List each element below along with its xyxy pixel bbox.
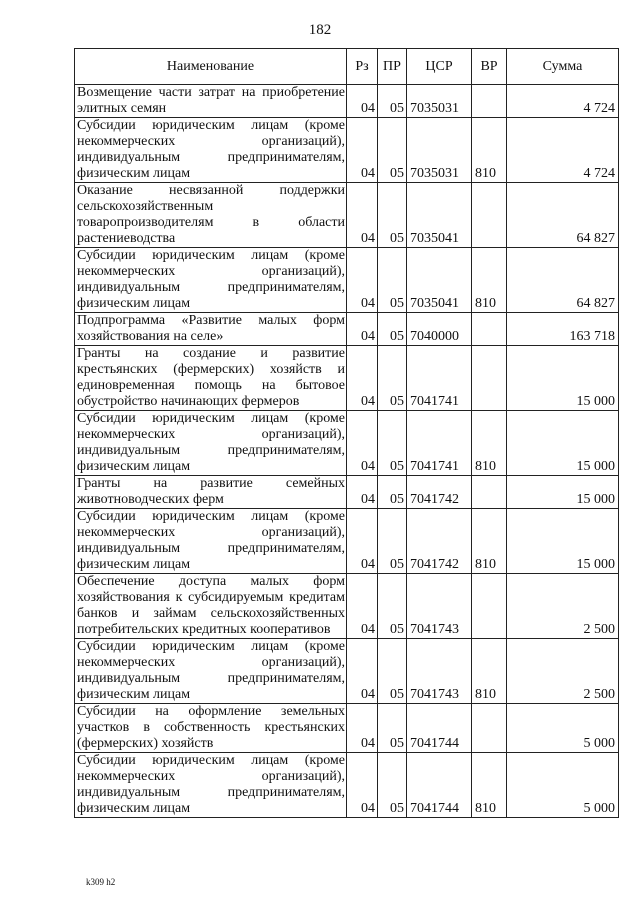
cell-name: Субсидии юридическим лицам (кроме некоммерческих организаций), индивидуальным предпринимателям, физическим лицам	[75, 639, 347, 704]
cell-name: Субсидии юридическим лицам (кроме некоммерческих организаций), индивидуальным предпринимателям, физическим лицам	[75, 248, 347, 313]
cell-sum: 15 000	[507, 509, 619, 574]
table-row	[75, 639, 619, 704]
cell-csr: 7035031	[407, 85, 472, 118]
cell-rz: 04	[347, 248, 378, 313]
cell-csr: 7040000	[407, 313, 472, 346]
cell-pr: 05	[378, 313, 407, 346]
cell-pr: 05	[378, 476, 407, 509]
cell-pr: 05	[378, 509, 407, 574]
cell-csr: 7035041	[407, 183, 472, 248]
table-row	[75, 118, 619, 183]
table-row	[75, 411, 619, 476]
table-row	[75, 346, 619, 411]
cell-name: Гранты на развитие семейных животноводческих ферм	[75, 476, 347, 509]
cell-pr: 05	[378, 704, 407, 753]
page-number: 182	[308, 22, 332, 38]
cell-vr: 810	[472, 639, 507, 704]
cell-name: Обеспечение доступа малых форм хозяйствования к субсидируемым кредитам банков и займам сельскохозяйственных потребительских кредитных кооперативов	[75, 574, 347, 639]
cell-vr: 810	[472, 411, 507, 476]
cell-name: Субсидии юридическим лицам (кроме некоммерческих организаций), индивидуальным предпринимателям, физическим лицам	[75, 118, 347, 183]
cell-vr	[472, 85, 507, 118]
cell-pr: 05	[378, 183, 407, 248]
cell-sum: 64 827	[507, 248, 619, 313]
table-row	[75, 248, 619, 313]
cell-csr: 7035041	[407, 248, 472, 313]
cell-csr: 7041743	[407, 574, 472, 639]
header-pr: ПР	[378, 49, 407, 85]
cell-vr	[472, 346, 507, 411]
cell-sum: 5 000	[507, 753, 619, 818]
cell-name: Субсидии юридическим лицам (кроме некоммерческих организаций), индивидуальным предпринимателям, физическим лицам	[75, 509, 347, 574]
cell-name: Гранты на создание и развитие крестьянских (фермерских) хозяйств и единовременная помощь на бытовое обустройство начинающих фермеров	[75, 346, 347, 411]
cell-rz: 04	[347, 753, 378, 818]
cell-csr: 7041744	[407, 704, 472, 753]
cell-name: Субсидии юридическим лицам (кроме некоммерческих организаций), индивидуальным предпринимателям, физическим лицам	[75, 411, 347, 476]
cell-sum: 15 000	[507, 411, 619, 476]
cell-rz: 04	[347, 574, 378, 639]
cell-sum: 163 718	[507, 313, 619, 346]
header-rz: Рз	[347, 49, 378, 85]
cell-sum: 4 724	[507, 118, 619, 183]
cell-vr	[472, 574, 507, 639]
cell-csr: 7041744	[407, 753, 472, 818]
cell-pr: 05	[378, 753, 407, 818]
cell-name: Субсидии юридическим лицам (кроме некоммерческих организаций), индивидуальным предпринимателям, физическим лицам	[75, 753, 347, 818]
budget-table	[74, 48, 619, 818]
cell-pr: 05	[378, 85, 407, 118]
cell-name: Подпрограмма «Развитие малых форм хозяйствования на селе»	[75, 313, 347, 346]
cell-pr: 05	[378, 346, 407, 411]
header-sum: Сумма	[507, 49, 619, 85]
header-csr: ЦСР	[407, 49, 472, 85]
cell-vr	[472, 183, 507, 248]
cell-csr: 7041741	[407, 346, 472, 411]
table-row	[75, 313, 619, 346]
cell-name: Возмещение части затрат на приобретение элитных семян	[75, 85, 347, 118]
cell-sum: 5 000	[507, 704, 619, 753]
cell-pr: 05	[378, 118, 407, 183]
table-row	[75, 476, 619, 509]
cell-rz: 04	[347, 476, 378, 509]
cell-csr: 7041742	[407, 476, 472, 509]
cell-csr: 7035031	[407, 118, 472, 183]
cell-csr: 7041742	[407, 509, 472, 574]
table-row	[75, 753, 619, 818]
table-row	[75, 574, 619, 639]
cell-rz: 04	[347, 704, 378, 753]
cell-vr: 810	[472, 118, 507, 183]
cell-pr: 05	[378, 639, 407, 704]
cell-sum: 4 724	[507, 85, 619, 118]
cell-sum: 64 827	[507, 183, 619, 248]
cell-rz: 04	[347, 118, 378, 183]
cell-pr: 05	[378, 574, 407, 639]
cell-sum: 2 500	[507, 639, 619, 704]
cell-name: Субсидии на оформление земельных участков в собственность крестьянских (фермерских) хозяйств	[75, 704, 347, 753]
cell-vr	[472, 476, 507, 509]
table-row	[75, 85, 619, 118]
cell-csr: 7041743	[407, 639, 472, 704]
footer-code: k309 h2	[86, 877, 116, 887]
cell-rz: 04	[347, 346, 378, 411]
header-vr: ВР	[472, 49, 507, 85]
cell-rz: 04	[347, 313, 378, 346]
cell-sum: 15 000	[507, 476, 619, 509]
cell-pr: 05	[378, 248, 407, 313]
table-row	[75, 704, 619, 753]
cell-vr	[472, 704, 507, 753]
table-header-row	[75, 49, 619, 85]
cell-vr	[472, 313, 507, 346]
cell-rz: 04	[347, 411, 378, 476]
cell-rz: 04	[347, 639, 378, 704]
cell-name: Оказание несвязанной поддержки сельскохозяйственным товаропроизводителям в области растениеводства	[75, 183, 347, 248]
header-name: Наименование	[75, 49, 347, 85]
cell-rz: 04	[347, 183, 378, 248]
cell-sum: 2 500	[507, 574, 619, 639]
cell-vr: 810	[472, 509, 507, 574]
cell-rz: 04	[347, 85, 378, 118]
table-row	[75, 509, 619, 574]
cell-vr: 810	[472, 753, 507, 818]
cell-pr: 05	[378, 411, 407, 476]
table-body	[75, 85, 619, 818]
cell-vr: 810	[472, 248, 507, 313]
cell-sum: 15 000	[507, 346, 619, 411]
cell-rz: 04	[347, 509, 378, 574]
table-row	[75, 183, 619, 248]
cell-csr: 7041741	[407, 411, 472, 476]
